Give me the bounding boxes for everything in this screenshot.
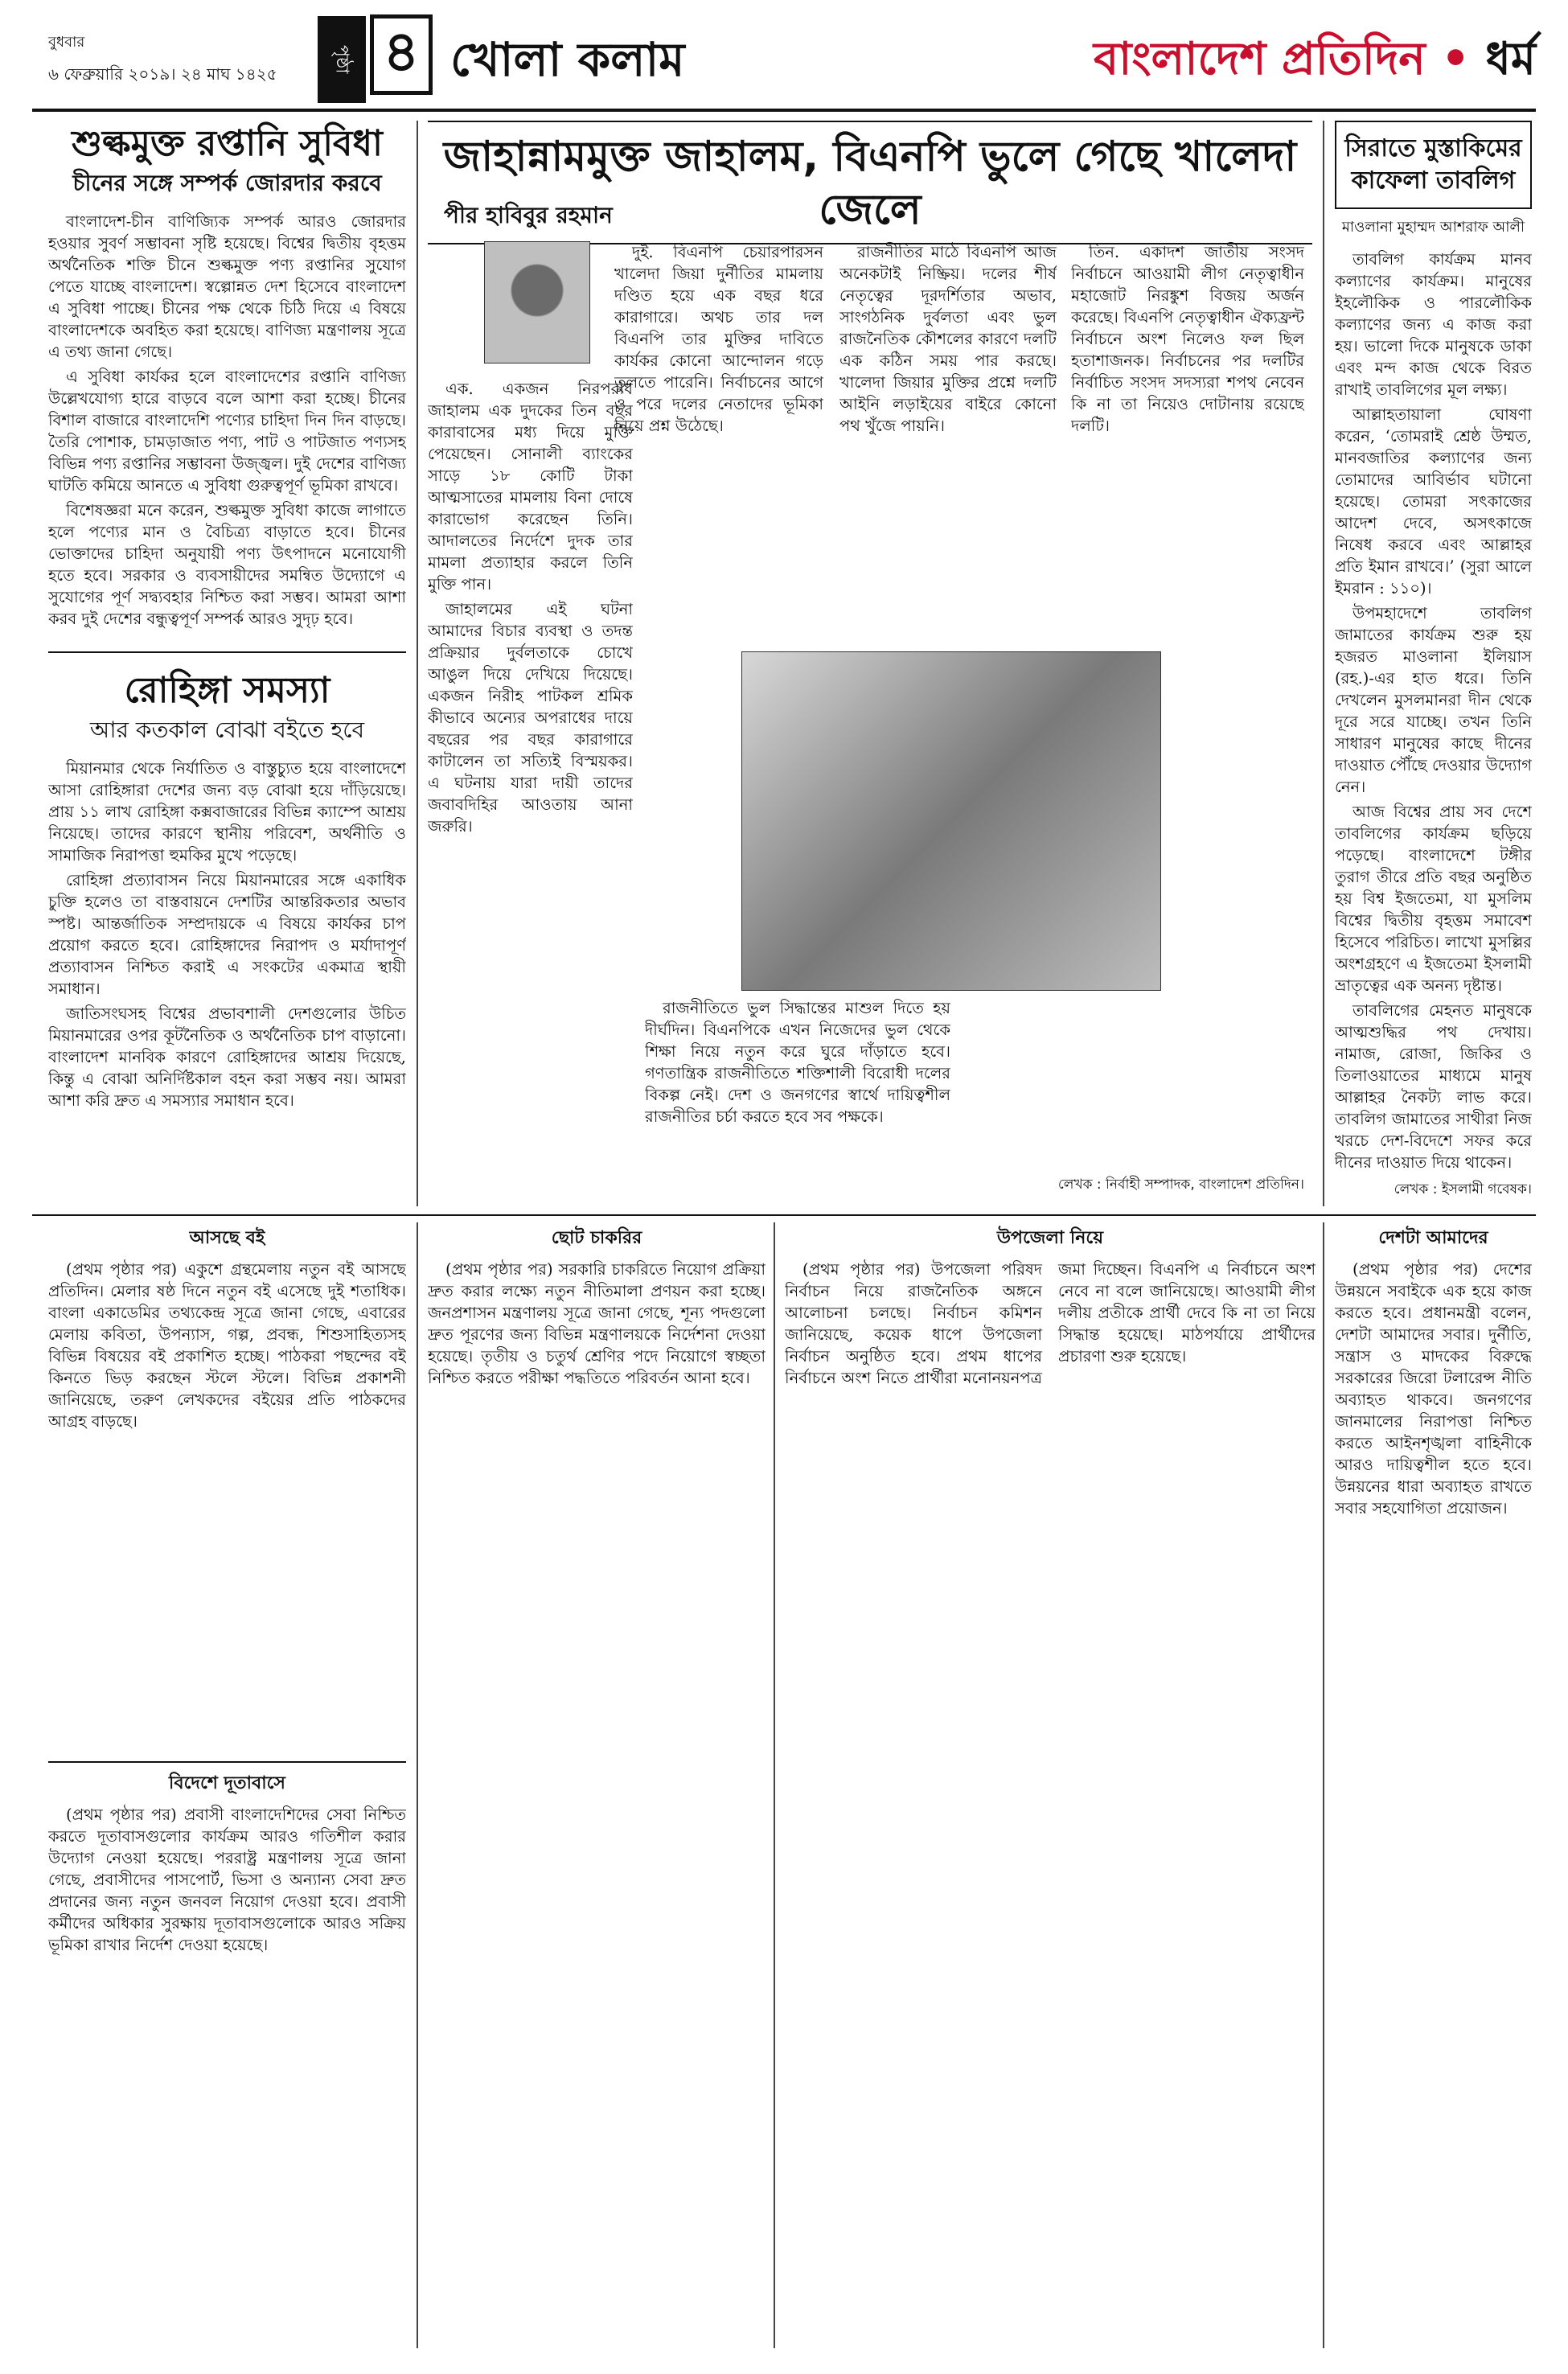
paragraph: রাজনীতিতে ভুল সিদ্ধান্তের মাশুল দিতে হয় দীর্ঘদিন। বিএনপিকে এখন নিজেদের ভুল থেকে শিক্ষা নিয়ে নতুন করে ঘুরে দাঁড়াতে হবে। গণতান্ত্রিক রাজনীতিতে শক্তিশালী বিরোধী দলের বিকল্প নেই। দেশ ও জনগণের স্বার্থে দায়িত্বশীল রাজনীতির চর্চা করতে হবে সব পক্ষকে। bbox=[645, 999, 950, 1126]
paragraph: উপমহাদেশে তাবলিগ জামাতের কার্যক্রম শুরু হয় হজরত মাওলানা ইলিয়াস (রহ.)-এর হাত ধরে। তিনি দেখলেন মুসলমানরা দীন থেকে দূরে সরে যাচ্ছে। তখন তিনি সাধারণ মানুষের কাছে দীনের দাওয়াত পৌঁছে দেওয়ার উদ্যোগ নেন। bbox=[1335, 604, 1532, 796]
main-author-note: লেখক : নির্বাহী সম্পাদক, বাংলাদেশ প্রতিদিন। bbox=[1057, 1177, 1304, 1193]
paragraph: (প্রথম পৃষ্ঠার পর) একুশে গ্রন্থমেলায় নতুন বই আসছে প্রতিদিন। মেলার ষষ্ঠ দিনে নতুন বই এসেছে দুই শতাধিক। বাংলা একাডেমির তথ্যকেন্দ্র সূত্রে জানা গেছে, এবারের মেলায় কবিতা, উপন্যাস, গল্প, প্রবন্ধ, শিশুসাহিত্যসহ বিভিন্ন বিষয়ের বই প্রকাশিত হচ্ছে। পাঠকরা পছন্দের বই কিনতে ভিড় করছেন স্টলে স্টলে। বিভিন্ন প্রকাশনী জানিয়েছে, তরুণ লেখকদের বইয়ের প্রতি পাঠকদের আগ্রহ বাড়ছে। bbox=[48, 1260, 406, 1431]
header-day: বুধবার bbox=[48, 34, 85, 51]
column-divider bbox=[1323, 121, 1324, 1206]
continued-country-title: দেশটা আমাদের bbox=[1378, 1228, 1488, 1248]
section-right: ধর্ম bbox=[1485, 33, 1536, 85]
continued-divider bbox=[48, 1761, 406, 1763]
paragraph: জাহালমের এই ঘটনা আমাদের বিচার ব্যবস্থা ও তদন্ত প্রক্রিয়ার দুর্বলতাকে চোখে আঙুল দিয়ে দেখিয়ে দিয়েছে। একজন নিরীহ পাটকল শ্রমিক কীভাবে অন্যের অপরাধের দায়ে বছরের পর বছর কারাগারে কাটালেন তা সত্যিই বিস্ময়কর। এ ঘটনায় যারা দায়ী তাদের জবাবদিহির আওতায় আনা জরুরি। bbox=[428, 600, 633, 836]
main-author: পীর হাবিবুর রহমান bbox=[444, 202, 613, 228]
paragraph: বাংলাদেশ-চীন বাণিজ্যিক সম্পর্ক আরও জোরদার হওয়ার সুবর্ণ সম্ভাবনা সৃষ্টি হয়েছে। বিশ্বের দ্বিতীয় বৃহত্তম অর্থনৈতিক শক্তি চীনে শুল্কমুক্ত পণ্য রপ্তানির সুযোগ পেতে যাচ্ছে বাংলাদেশ। স্বল্পোন্নত দেশ হিসেবে বাংলাদেশ এ সুবিধা পাচ্ছে। চীনের পক্ষ থেকে চিঠি দিয়ে এ বিষয়ে বাংলাদেশকে অবহিত করা হয়েছে। বাণিজ্য মন্ত্রণালয় সূত্রে এ তথ্য জানা গেছে। bbox=[48, 212, 406, 361]
main-body-col-3 bbox=[839, 241, 1057, 643]
column-divider bbox=[417, 121, 418, 1206]
paragraph: বিশেষজ্ঞরা মনে করেন, শুল্কমুক্ত সুবিধা কাজে লাগাতে হলে পণ্যের মান ও বৈচিত্র্য বাড়াতে হবে। চীনের ভোক্তাদের চাহিদা অনুযায়ী পণ্য উৎপাদনে মনোযোগী হতে হবে। সরকার ও ব্যবসায়ীদের সমন্বিত উদ্যোগে এ সুযোগের পূর্ণ সদ্ব্যবহার নিশ্চিত করা সম্ভব। আমরা আশা করব দুই দেশের বন্ধুত্বপূর্ণ সম্পর্ক আরও সুদৃঢ় হবে। bbox=[48, 501, 406, 628]
paragraph: মিয়ানমার থেকে নির্যাতিত ও বাস্তুচ্যুত হয়ে বাংলাদেশে আসা রোহিঙ্গারা দেশের জন্য বড় বোঝা হয়ে দাঁড়িয়েছে। প্রায় ১১ লাখ রোহিঙ্গা কক্সবাজারের বিভিন্ন ক্যাম্পে আশ্রয় নিয়েছে। তাদের কারণে স্থানীয় পরিবেশ, অর্থনীতি ও সামাজিক নিরাপত্তা হুমকির মুখে পড়েছে। bbox=[48, 759, 406, 865]
paragraph: (প্রথম পৃষ্ঠার পর) প্রবাসী বাংলাদেশিদের সেবা নিশ্চিত করতে দূতাবাসগুলোর কার্যক্রম আরও গতিশীল করার উদ্যোগ নেওয়া হয়েছে। পররাষ্ট্র মন্ত্রণালয় সূত্রে জানা গেছে, প্রবাসীদের পাসপোর্ট, ভিসা ও অন্যান্য সেবা দ্রুত প্রদানের জন্য নতুন জনবল নিয়োগ দেওয়া হবে। প্রবাসী কর্মীদের অধিকার সুরক্ষায় দূতাবাসগুলোকে আরও সক্রিয় ভূমিকা রাখার নির্দেশ দেওয়া হয়েছে। bbox=[48, 1805, 406, 1954]
main-headline: জাহান্নামমুক্ত জাহালম, বিএনপি ভুলে গেছে খালেদা জেলে bbox=[428, 121, 1312, 244]
column-divider bbox=[1323, 1222, 1324, 2348]
column-divider bbox=[417, 1222, 418, 2348]
paragraph: তাবলিগের মেহনত মানুষকে আত্মশুদ্ধির পথ দেখায়। নামাজ, রোজা, জিকির ও তিলাওয়াতের মাধ্যমে মানুষ আল্লাহর নৈকট্য লাভ করে। তাবলিগ জামাতের সাথীরা নিজ খরচে দেশ-বিদেশে সফর করে দীনের দাওয়াত দিয়ে থাকেন। bbox=[1335, 1001, 1532, 1172]
editorial-rohingya-subtitle: আর কতকাল বোঝা বইতে হবে bbox=[89, 717, 365, 743]
main-body-col-1 bbox=[428, 378, 633, 1198]
continued-job bbox=[428, 1224, 766, 2350]
continued-embassy bbox=[48, 1769, 406, 2348]
main-body-col-5 bbox=[645, 997, 950, 1174]
paragraph: এ সুবিধা কার্যকর হলে বাংলাদেশের রপ্তানি বাণিজ্য উল্লেখযোগ্য হারে বাড়বে বলে আশা করা হচ্ছে। চীনের বিশাল বাজারে বাংলাদেশি পণ্যের চাহিদা দিন দিন বাড়ছে। তৈরি পোশাক, চামড়াজাত পণ্য, পাট ও পাটজাত পণ্যসহ বিভিন্ন পণ্য রপ্তানির সম্ভাবনা উজ্জ্বল। দুই দেশের বাণিজ্য ঘাটতি কমিয়ে আনতে এ সুবিধা গুরুত্বপূর্ণ ভূমিকা রাখবে। bbox=[48, 368, 406, 495]
editorial-rohingya bbox=[48, 667, 406, 1115]
continued-upazila-title: উপজেলা নিয়ে bbox=[996, 1228, 1104, 1248]
continued-job-body bbox=[428, 1259, 766, 1389]
paragraph: রোহিঙ্গা প্রত্যাবাসন নিয়ে মিয়ানমারের সঙ্গে একাধিক চুক্তি হলেও তা বাস্তবায়নে দেশটির আন্তরিকতার অভাব স্পষ্ট। আন্তর্জাতিক সম্প্রদায়কে এ বিষয়ে কার্যকর চাপ প্রয়োগ করতে হবে। রোহিঙ্গাদের নিরাপদ ও মর্যাদাপূর্ণ প্রত্যাবাসন নিশ্চিত করাই এ সংকটের একমাত্র স্থায়ী সমাধান। bbox=[48, 871, 406, 998]
continued-country-body bbox=[1335, 1259, 1532, 1519]
religion-author: মাওলানা মুহাম্মদ আশরাফ আলী bbox=[1341, 219, 1525, 236]
khaleda-jahalam-photo bbox=[741, 651, 1161, 991]
editorial-export-subtitle: চীনের সঙ্গে সম্পর্ক জোরদার করবে bbox=[72, 170, 382, 196]
editorial-export-body bbox=[48, 211, 406, 630]
paper-name: বাংলাদেশ প্রতিদিন bbox=[1093, 33, 1426, 85]
paragraph: (প্রথম পৃষ্ঠার পর) দেশের উন্নয়নে সবাইকে এক হয়ে কাজ করতে হবে। প্রধানমন্ত্রী বলেন, দেশটা আমাদের সবার। দুর্নীতি, সন্ত্রাস ও মাদকের বিরুদ্ধে সরকারের জিরো টলারেন্স নীতি অব্যাহত থাকবে। জনগণের জানমালের নিরাপত্তা নিশ্চিত করতে আইনশৃঙ্খলা বাহিনীকে আরও দায়িত্বশীল হতে হবে। উন্নয়নের ধারা অব্যাহত রাখতে সবার সহযোগিতা প্রয়োজন। bbox=[1335, 1260, 1532, 1518]
masthead bbox=[1094, 24, 1536, 100]
editorial-rohingya-title: রোহিঙ্গা সমস্যা bbox=[124, 670, 330, 711]
paragraph: রাজনীতির মাঠে বিএনপি আজ অনেকটাই নিষ্ক্রিয়। দলের শীর্ষ নেতৃত্বের দূরদর্শিতার অভাব, সাংগঠনিক দুর্বলতা এবং ভুল রাজনৈতিক কৌশলের কারণে দলটি এক কঠিন সময় পার করছে। খালেদা জিয়ার মুক্তির প্রশ্নে দলটি আইনি লড়াইয়ের বাইরে কোনো পথ খুঁজে পায়নি। bbox=[839, 243, 1057, 435]
religion-author-note: লেখক : ইসলামী গবেষক। bbox=[1394, 1181, 1532, 1197]
paragraph: তাবলিগ কার্যক্রম মানব কল্যাণের কার্যক্রম। মানুষের ইহলৌকিক ও পারলৌকিক কল্যাণের জন্য এ কাজ করা হয়। ভালো দিকে মানুষকে ডাকা এবং মন্দ কাজ থেকে বিরত রাখাই তাবলিগের মূল লক্ষ্য। bbox=[1335, 250, 1532, 399]
main-article bbox=[428, 121, 1312, 1206]
header-rule bbox=[32, 109, 1536, 112]
paragraph: জাতিসংঘসহ বিশ্বের প্রভাবশালী দেশগুলোর উচিত মিয়ানমারের ওপর কূটনৈতিক ও অর্থনৈতিক চাপ বাড়ানো। বাংলাদেশ মানবিক কারণে রোহিঙ্গাদের আশ্রয় দিয়েছে, কিন্তু এ বোঝা অনির্দিষ্টকাল বহন করা সম্ভব নয়। আমরা আশা করি দ্রুত এ সমস্যার সমাধান হবে। bbox=[48, 1004, 406, 1110]
continued-upazila bbox=[785, 1224, 1316, 2350]
paragraph: তিন. একাদশ জাতীয় সংসদ নির্বাচনে আওয়ামী লীগ নেতৃত্বাধীন মহাজোট নিরঙ্কুশ বিজয় অর্জন করেছে। বিএনপি নেতৃত্বাধীন ঐক্যফ্রন্ট নির্বাচনে অংশ নিলেও ফল ছিল হতাশাজনক। নির্বাচনের পর দলটির নির্বাচিত সংসদ সদস্যরা শপথ নেবেন কি না তা নিয়েও দোটানায় রয়েছে দলটি। bbox=[1071, 243, 1304, 435]
author-portrait-photo bbox=[484, 241, 590, 363]
paragraph: আল্লাহতায়ালা ঘোষণা করেন, ‘তোমরাই শ্রেষ্ঠ উম্মত, মানবজাতির কল্যাণের জন্য তোমাদের আবির্ভাব ঘটানো হয়েছে। তোমরা সৎকাজের আদেশ দেবে, অসৎকাজে নিষেধ করবে এবং আল্লাহর প্রতি ইমান রাখবে।’ (সুরা আলে ইমরান : ১১০)। bbox=[1335, 405, 1532, 598]
paragraph: এক. একজন নিরপরাধ জাহালম এক দুদকের তিন বছর কারাবাসের মধ্য দিয়ে মুক্তি পেয়েছেন। সোনালী ব্যাংকের সাড়ে ১৮ কোটি টাকা আত্মসাতের মামলায় বিনা দোষে কারাভোগ করেছেন তিনি। আদালতের নির্দেশে দুদক তার মামলা প্রত্যাহার করলে তিনি মুক্তি পান। bbox=[428, 380, 633, 594]
editorial-export bbox=[48, 121, 406, 1198]
main-body-col-4 bbox=[1071, 241, 1304, 643]
religion-article bbox=[1335, 121, 1532, 1206]
editorial-divider bbox=[48, 651, 406, 653]
continued-upazila-body bbox=[785, 1259, 1316, 1389]
page-word-label: পৃষ্ঠা bbox=[318, 16, 366, 103]
paragraph: আজ বিশ্বের প্রায় সব দেশে তাবলিগের কার্যক্রম ছড়িয়ে পড়েছে। বাংলাদেশে টঙ্গীর তুরাগ তীরে প্রতি বছর অনুষ্ঠিত হয় বিশ্ব ইজতেমা, যা মুসলিম বিশ্বের দ্বিতীয় বৃহত্তম সমাবেশ হিসেবে পরিচিত। লাখো মুসল্লির অংশগ্রহণে এ ইজতেমা ইসলামী ভ্রাতৃত্বের এক অনন্য দৃষ্টান্ত। bbox=[1335, 803, 1532, 995]
religion-title: সিরাতে মুস্তাকিমের কাফেলা তাবলিগ bbox=[1335, 121, 1532, 209]
continued-job-title: ছোট চাকরির bbox=[551, 1228, 642, 1248]
continued-embassy-title: বিদেশে দূতাবাসে bbox=[169, 1773, 285, 1793]
continued-book-title: আসছে বই bbox=[189, 1228, 265, 1248]
column-divider bbox=[774, 1222, 775, 2348]
continued-embassy-body bbox=[48, 1804, 406, 1956]
paragraph: (প্রথম পৃষ্ঠার পর) উপজেলা পরিষদ নির্বাচন নিয়ে রাজনৈতিক অঙ্গনে আলোচনা চলছে। নির্বাচন কমিশন জানিয়েছে, কয়েক ধাপে উপজেলা নির্বাচন অনুষ্ঠিত হবে। প্রথম ধাপের নির্বাচনে অংশ নিতে প্রার্থীরা মনোনয়নপত্র জমা দিচ্ছেন। বিএনপি এ নির্বাচনে অংশ নেবে না বলে জানিয়েছে। আওয়ামী লীগ দলীয় প্রতীকে প্রার্থী দেবে কি না তা নিয়ে সিদ্ধান্ত হয়েছে। মাঠপর্যায়ে প্রার্থীদের প্রচারণা শুরু হয়েছে। bbox=[785, 1260, 1316, 1387]
paragraph: দুই. বিএনপি চেয়ারপারসন খালেদা জিয়া দুর্নীতির মামলায় দণ্ডিত হয়ে এক বছর ধরে কারাগারে। অথচ তার দল বিএনপি তার মুক্তির দাবিতে কার্যকর কোনো আন্দোলন গড়ে তুলতে পারেনি। নির্বাচনের আগে ও পরে দলের নেতাদের ভূমিকা নিয়ে প্রশ্ন উঠেছে। bbox=[614, 243, 823, 435]
section-title: খোলা কলাম bbox=[450, 32, 685, 87]
masthead-separator: • bbox=[1441, 33, 1471, 85]
paragraph: (প্রথম পৃষ্ঠার পর) সরকারি চাকরিতে নিয়োগ প্রক্রিয়া দ্রুত করার লক্ষ্যে নতুন নীতিমালা প্রণয়ন করা হচ্ছে। জনপ্রশাসন মন্ত্রণালয় সূত্রে জানা গেছে, শূন্য পদগুলো দ্রুত পূরণের জন্য বিভিন্ন মন্ত্রণালয়কে নির্দেশনা দেওয়া হয়েছে। তৃতীয় ও চতুর্থ শ্রেণির পদে নিয়োগে স্বচ্ছতা নিশ্চিত করতে পরীক্ষা পদ্ধতিতে পরিবর্তন আনা হবে। bbox=[428, 1260, 766, 1387]
page-number: ৪ bbox=[370, 14, 433, 95]
main-body-col-2 bbox=[614, 241, 823, 643]
continued-country bbox=[1335, 1224, 1532, 2350]
religion-body bbox=[1335, 248, 1532, 1181]
header-date: ৬ ফেব্রুয়ারি ২০১৯। ২৪ মাঘ ১৪২৫ bbox=[48, 64, 277, 84]
section-divider bbox=[32, 1214, 1536, 1216]
editorial-rohingya-body bbox=[48, 758, 406, 1111]
continued-book-body bbox=[48, 1259, 406, 1432]
editorial-export-title: শুল্কমুক্ত রপ্তানি সুবিধা bbox=[72, 123, 383, 164]
continued-book bbox=[48, 1224, 406, 1755]
